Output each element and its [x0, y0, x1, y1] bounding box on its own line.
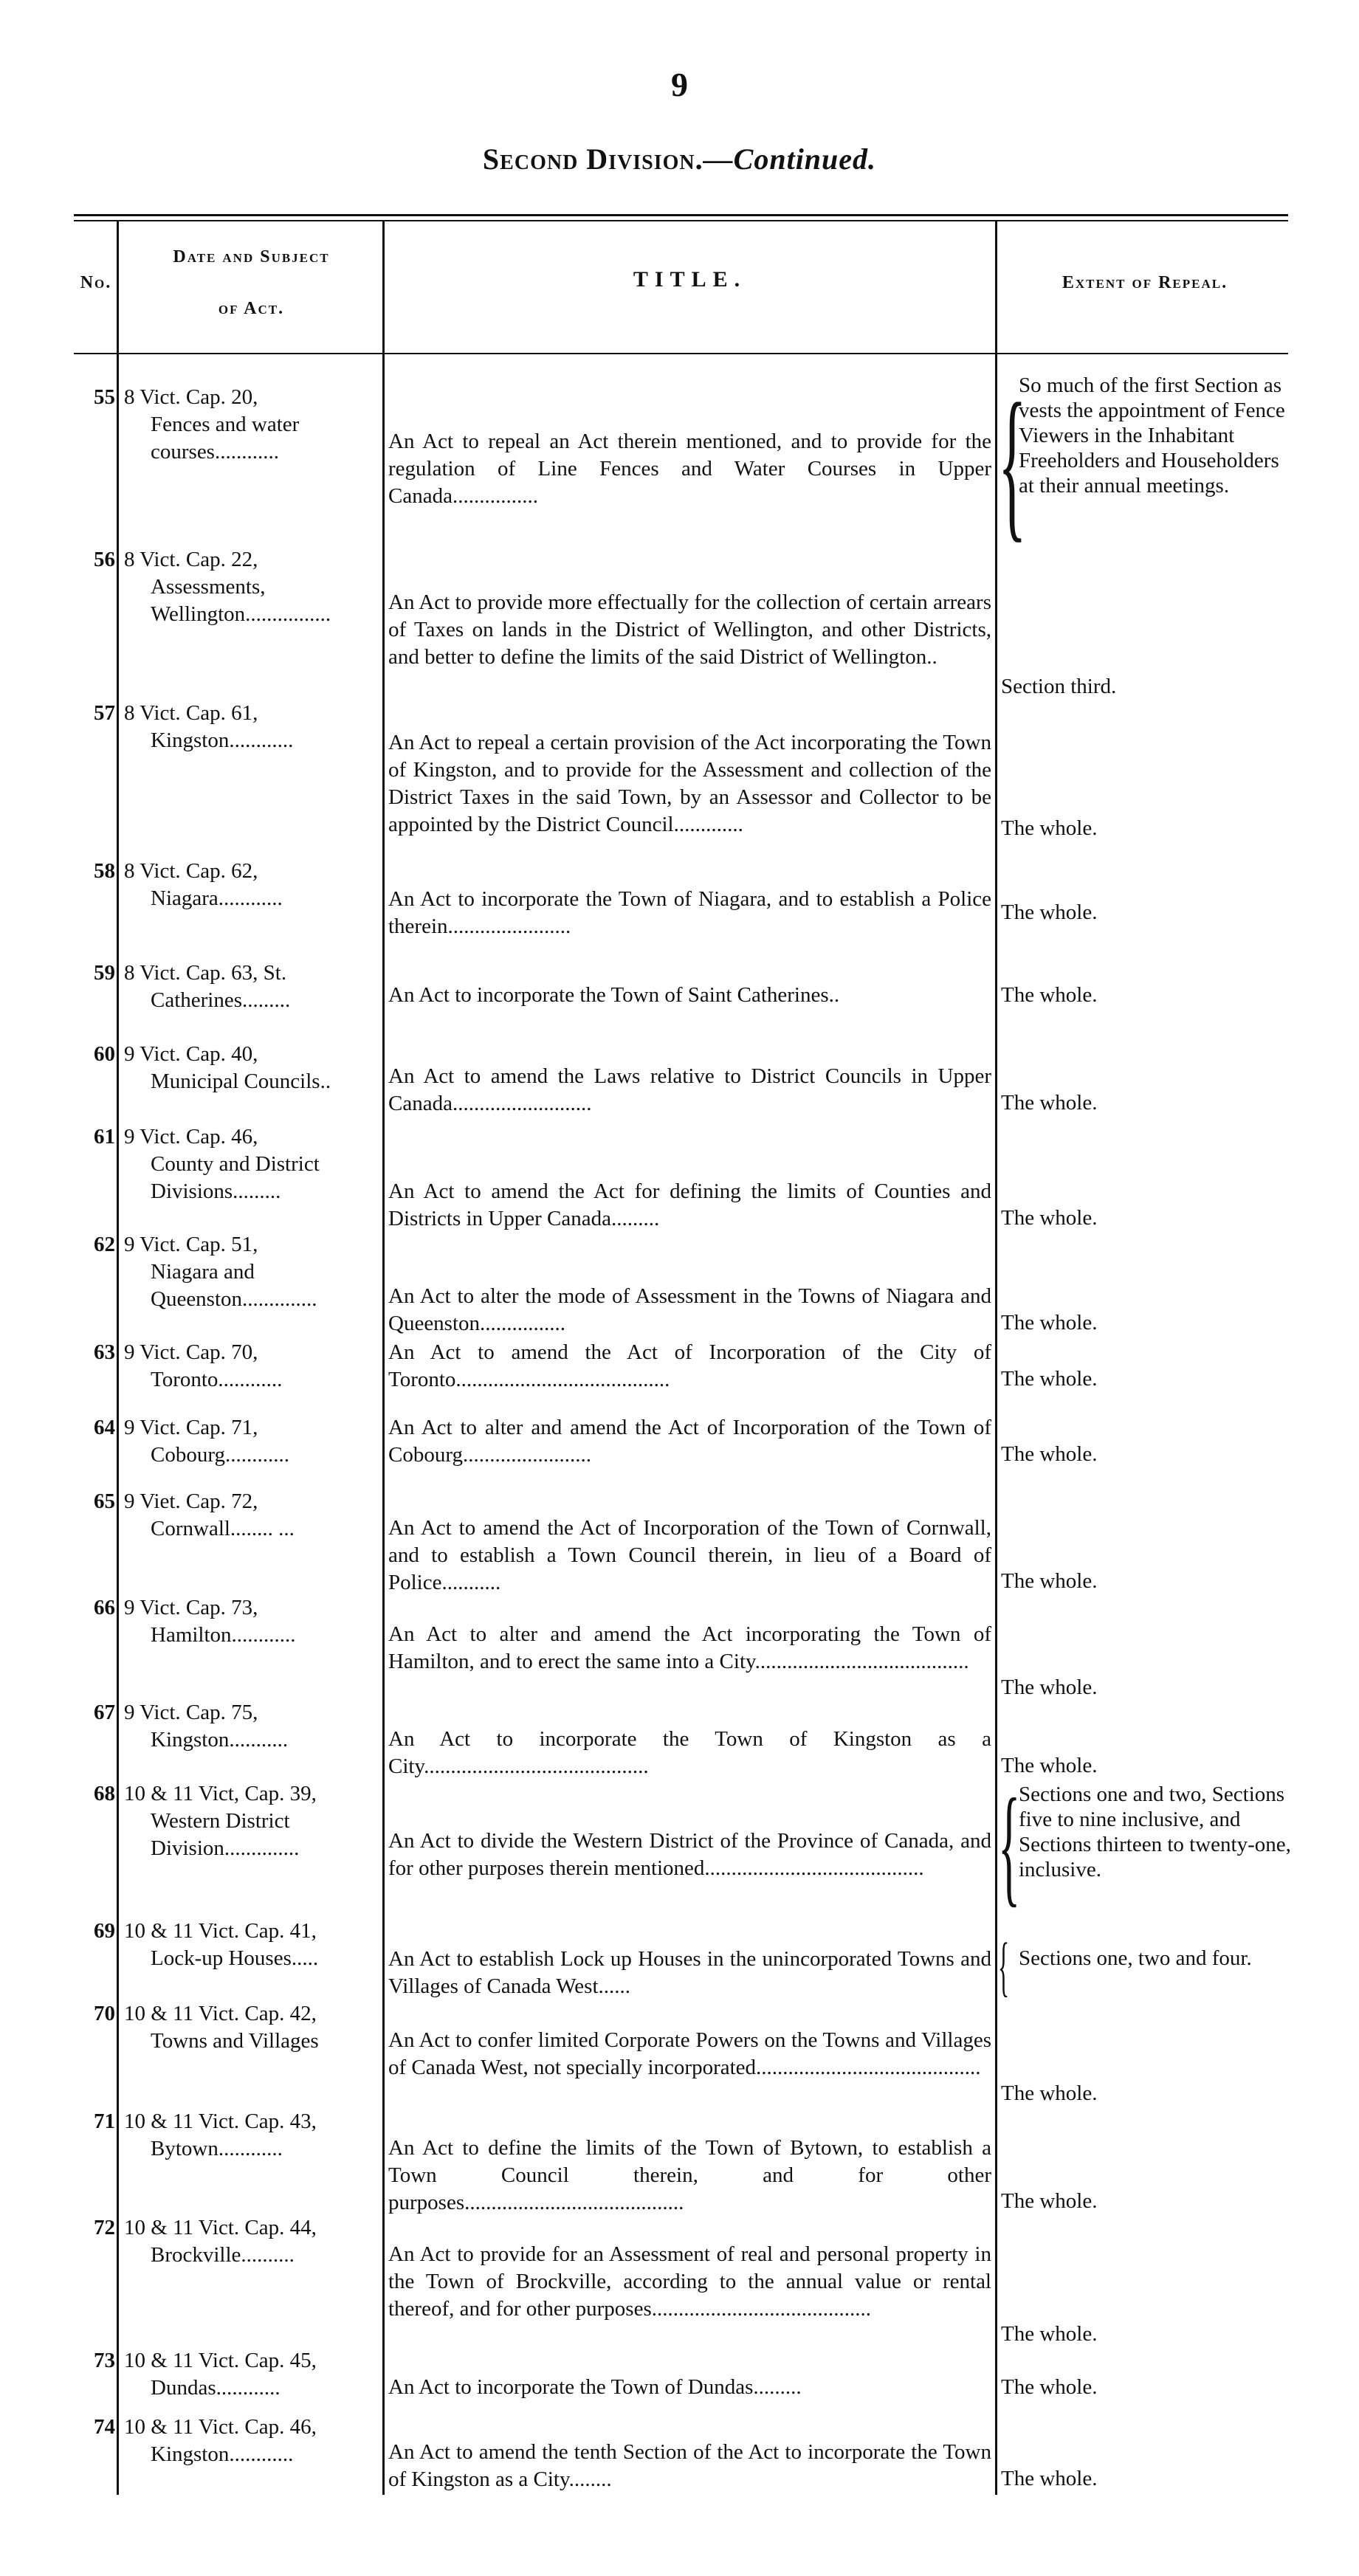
brace-69: {	[998, 1930, 1010, 2003]
subject-line: Lock-up Houses.....	[151, 1946, 319, 1970]
row-no: 73	[94, 2349, 115, 2372]
row-no: 57	[94, 701, 115, 725]
date-line: 10 & 11 Vict. Cap. 42,	[124, 2002, 317, 2025]
row-repeal: The whole.	[1001, 1442, 1098, 1466]
row-date	[124, 1918, 379, 1972]
header-repeal: Extent of Repeal.	[1062, 273, 1228, 292]
row-no: 64	[94, 1416, 115, 1439]
repeal-note-55: So much of the first Section as vests the appointment of Fence Viewers in the Inhabitant Freeholders and Householders at their annual meetings.	[1019, 373, 1285, 497]
header-no: No.	[80, 273, 112, 292]
row-no: 58	[94, 859, 115, 883]
row-repeal: The whole.	[1001, 900, 1098, 924]
row-title: An Act to define the limits of the Town of Bytown, to establish a Town Council therein, and for other purposes.........................................	[388, 2136, 991, 2214]
subject-line: Brockville..........	[151, 2243, 295, 2267]
row-repeal: The whole.	[1001, 816, 1098, 840]
subject-line: Niagara............	[151, 886, 283, 910]
date-line: 8 Vict. Cap. 63, St.	[124, 961, 287, 985]
row-title: An Act to confer limited Corporate Powers on the Towns and Villages of Canada West, not specially incorporated..........................................	[388, 2028, 991, 2079]
row-repeal: The whole.	[1001, 1569, 1098, 1593]
row-title: An Act to provide for an Assessment of real and personal property in the Town of Brockville, according to the annual value or rental thereof, and for other purposes.........................................	[388, 2242, 991, 2321]
row-no: 74	[94, 2415, 115, 2439]
header-rule	[74, 353, 1288, 354]
row-date	[124, 960, 379, 1014]
row-title: An Act to establish Lock up Houses in the unincorporated Towns and Villages of Canada West......	[388, 1947, 991, 1998]
row-repeal: Section third.	[1001, 675, 1117, 698]
row-date	[124, 1780, 379, 1862]
row-date	[124, 1123, 379, 1205]
row-title: An Act to amend the Act of Incorporation of the City of Toronto........................................	[388, 1340, 991, 1391]
row-no: 70	[94, 2002, 115, 2025]
row-date	[124, 1414, 379, 1469]
date-line: 9 Vict. Cap. 40,	[124, 1042, 258, 1066]
row-no: 68	[94, 1782, 115, 1805]
row-date	[124, 546, 379, 628]
row-repeal: The whole.	[1001, 1206, 1098, 1230]
subject-line: Cobourg............	[151, 1443, 289, 1467]
row-title: An Act to incorporate the Town of Dundas.........	[388, 2375, 802, 2399]
date-line: 9 Vict. Cap. 46,	[124, 1125, 258, 1148]
header-date-line1: Date and Subject	[173, 247, 330, 266]
row-no: 61	[94, 1125, 115, 1148]
subject-line: Catherines.........	[151, 988, 291, 1012]
date-line: 8 Vict. Cap. 62,	[124, 859, 258, 883]
date-line: 10 & 11 Vict. Cap. 41,	[124, 1919, 317, 1943]
row-no: 56	[94, 548, 115, 571]
subject-line: Toronto............	[151, 1368, 283, 1391]
col-sep-1	[117, 221, 119, 2495]
row-title: An Act to alter and amend the Act incorporating the Town of Hamilton, and to erect the same into a City........................................	[388, 1622, 991, 1673]
row-date	[124, 858, 379, 912]
subject-line: Kingston...........	[151, 1728, 289, 1752]
row-title: An Act to alter and amend the Act of Incorporation of the Town of Cobourg........................	[388, 1416, 991, 1467]
header-title: TITLE.	[633, 267, 747, 292]
date-line: 10 & 11 Vict. Cap. 46,	[124, 2415, 317, 2439]
row-date	[124, 2214, 379, 2269]
row-no: 72	[94, 2216, 115, 2239]
heading-lead: Second Division.	[482, 142, 703, 176]
row-date	[124, 700, 379, 754]
col-sep-3	[995, 221, 997, 2495]
subject-line: Kingston............	[151, 729, 294, 752]
row-repeal: The whole.	[1001, 2081, 1098, 2105]
row-date	[124, 1699, 379, 1754]
row-no: 71	[94, 2110, 115, 2133]
date-line: 9 Vict. Cap. 75,	[124, 1701, 258, 1724]
row-no: 55	[94, 385, 115, 409]
row-date	[124, 1488, 379, 1543]
row-date	[124, 1231, 379, 1313]
row-repeal: The whole.	[1001, 983, 1098, 1007]
subject-line: Hamilton............	[151, 1623, 296, 1647]
date-line: 9 Vict. Cap. 71,	[124, 1416, 258, 1439]
subject-line: Western District Division..............	[151, 1809, 300, 1860]
col-sep-2	[382, 221, 385, 2495]
date-line: 10 & 11 Vict. Cap. 43,	[124, 2110, 317, 2133]
row-title: An Act to incorporate the Town of Saint Catherines..	[388, 983, 840, 1007]
subject-line: Assessments, Wellington................	[151, 575, 331, 626]
row-no: 60	[94, 1042, 115, 1066]
row-title: An Act to incorporate the Town of Niagara, and to establish a Police therein.......................	[388, 887, 991, 938]
row-repeal: The whole.	[1001, 2322, 1098, 2346]
row-no: 62	[94, 1233, 115, 1256]
date-line: 10 & 11 Vict. Cap. 44,	[124, 2216, 317, 2239]
subject-line: Cornwall........ ...	[151, 1517, 295, 1540]
date-line: 8 Vict. Cap. 22,	[124, 548, 258, 571]
page-heading	[0, 142, 1359, 176]
row-title: An Act to amend the Act of Incorporation of the Town of Cornwall, and to establish a Town Council therein, in lieu of a Board of Police...........	[388, 1516, 991, 1594]
row-repeal: The whole.	[1001, 1754, 1098, 1777]
row-title: An Act to divide the Western District of the Province of Canada, and for other purposes therein mentioned.........................................	[388, 1829, 991, 1880]
row-repeal: The whole.	[1001, 2189, 1098, 2213]
repeal-note-69: Sections one, two and four.	[1019, 1946, 1252, 1970]
row-title: An Act to provide more effectually for the collection of certain arrears of Taxes on lands in the District of Wellington, and other Districts, and better to define the limits of the said District of Wellington..	[388, 590, 991, 669]
brace-68: {	[998, 1771, 1021, 1918]
heading-continued: —Continued.	[703, 142, 877, 176]
row-title: An Act to alter the mode of Assessment in the Towns of Niagara and Queenston................	[388, 1284, 991, 1335]
date-line: 9 Vict. Cap. 73,	[124, 1596, 258, 1619]
top-rule-2	[74, 220, 1288, 221]
row-no: 69	[94, 1919, 115, 1943]
row-repeal: The whole.	[1001, 1091, 1098, 1115]
row-date	[124, 1339, 379, 1394]
brace-55: {	[998, 368, 1027, 557]
row-no: 66	[94, 1596, 115, 1619]
row-date	[124, 1041, 379, 1095]
row-date	[124, 384, 379, 466]
row-no: 67	[94, 1701, 115, 1724]
subject-line: County and District Divisions.........	[151, 1152, 320, 1203]
subject-line: Fences and water courses............	[151, 413, 300, 464]
page-number: 9	[671, 66, 688, 103]
row-date	[124, 2347, 379, 2402]
subject-line: Niagara and Queenston..............	[151, 1260, 317, 1311]
row-title: An Act to amend the Laws relative to District Councils in Upper Canada..........................	[388, 1064, 991, 1115]
header-date-line2: of Act.	[218, 299, 285, 318]
row-repeal: The whole.	[1001, 2467, 1098, 2490]
row-title: An Act to amend the tenth Section of the Act to incorporate the Town of Kingston as a City........	[388, 2440, 991, 2491]
date-line: 10 & 11 Vict, Cap. 39,	[124, 1782, 317, 1805]
row-title: An Act to repeal a certain provision of the Act incorporating the Town of Kingston, and to provide for the Assessment and collection of the District Taxes in the said Town, by an Assessor and Collector to be appointed by the District Council.............	[388, 731, 991, 836]
date-line: 9 Viet. Cap. 72,	[124, 1490, 258, 1513]
date-line: 8 Vict. Cap. 61,	[124, 701, 258, 725]
subject-line: Dundas............	[151, 2376, 281, 2400]
subject-line: Kingston............	[151, 2442, 294, 2466]
row-repeal: The whole.	[1001, 1676, 1098, 1699]
subject-line: Municipal Councils..	[151, 1070, 331, 1093]
date-line: 10 & 11 Vict. Cap. 45,	[124, 2349, 317, 2372]
row-date	[124, 2414, 379, 2468]
row-repeal: The whole.	[1001, 1367, 1098, 1391]
row-repeal: The whole.	[1001, 2375, 1098, 2399]
date-line: 9 Vict. Cap. 70,	[124, 1340, 258, 1364]
row-title: An Act to amend the Act for defining the limits of Counties and Districts in Upper Canada.........	[388, 1179, 991, 1230]
row-title: An Act to incorporate the Town of Kingston as a City..........................................	[388, 1727, 991, 1778]
date-line: 8 Vict. Cap. 20,	[124, 385, 258, 409]
row-title: An Act to repeal an Act therein mentioned, and to provide for the regulation of Line Fences and Water Courses in Upper Canada................	[388, 430, 991, 508]
row-date	[124, 1594, 379, 1649]
row-no: 63	[94, 1340, 115, 1364]
row-no: 65	[94, 1490, 115, 1513]
repeal-note-68: Sections one and two, Sections five to nine inclusive, and Sections thirteen to twenty-one, inclusive.	[1019, 1783, 1291, 1881]
subject-line: Towns and Villages	[151, 2029, 319, 2053]
date-line: 9 Vict. Cap. 51,	[124, 1233, 258, 1256]
row-no: 59	[94, 961, 115, 985]
row-repeal: The whole.	[1001, 1311, 1098, 1335]
row-date	[124, 2108, 379, 2163]
top-rule-1	[74, 214, 1288, 216]
subject-line: Bytown............	[151, 2137, 283, 2160]
row-date	[124, 2000, 379, 2055]
